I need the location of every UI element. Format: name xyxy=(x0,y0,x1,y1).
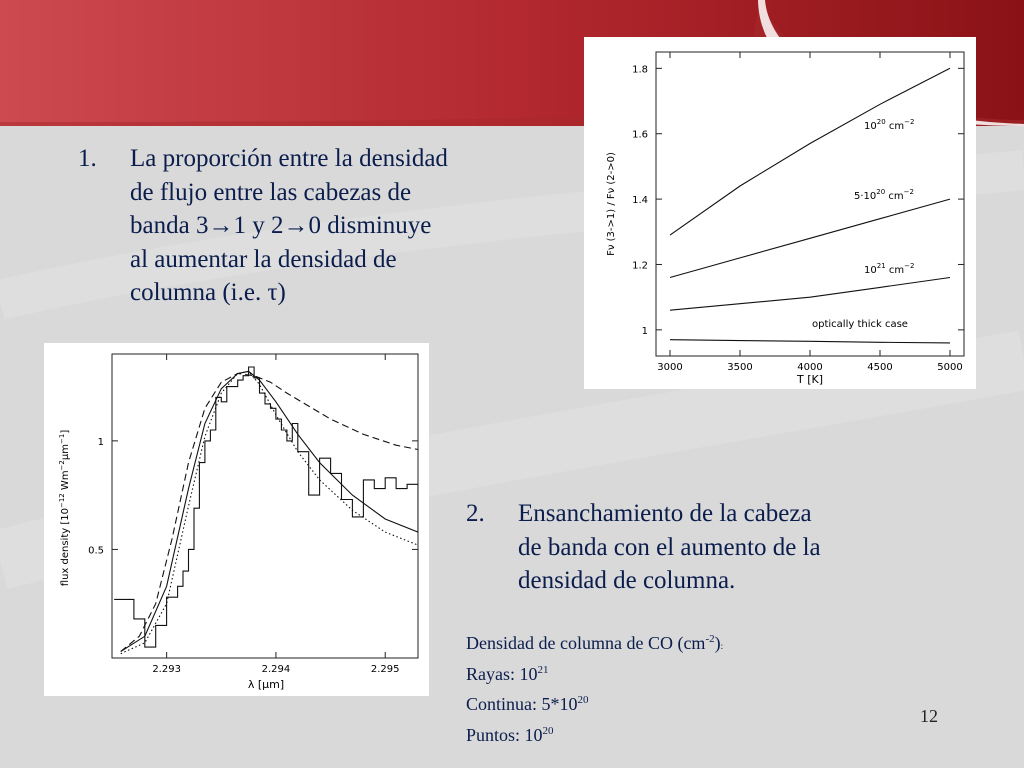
x-tick-label: 2.294 xyxy=(261,664,291,675)
legend-line-title: Densidad de columna de CO $(cm^{-2})$: xyxy=(466,633,724,653)
ratio-chart-panel xyxy=(584,37,976,389)
series-line-3 xyxy=(670,278,950,311)
series-line-4 xyxy=(670,340,950,343)
ratio-chart-x-label: T [K] xyxy=(796,373,824,386)
spectrum-chart-y-label: flux density [$10^{-12}$ $Wm^{-2}\mu m^{-1}$] xyxy=(58,429,71,587)
x-tick-label: 2.293 xyxy=(152,664,181,675)
x-tick-label: 4500 xyxy=(867,362,893,373)
series-line-1 xyxy=(670,68,950,235)
series-solid xyxy=(121,371,418,651)
legend-line-dotted: Puntos: $10^{20}$ xyxy=(466,724,554,745)
series-observed xyxy=(114,367,418,647)
y-tick-label: 1.4 xyxy=(632,195,648,207)
x-tick-label: 5000 xyxy=(937,362,963,373)
spectrum-chart xyxy=(44,343,429,696)
legend-line-solid: Continua: $5*10^{20}$ xyxy=(466,694,589,714)
series-dashed xyxy=(121,374,418,652)
ratio-chart-label-3: $10^{21}$ $cm^{-2}$ xyxy=(864,262,915,276)
legend-line-dashed: Rayas: $10^{21}$ xyxy=(466,663,549,684)
item1-line: columna (i.e. τ) xyxy=(130,279,286,306)
y-tick-label: 1.2 xyxy=(632,260,648,272)
item2-line: densidad de columna. xyxy=(518,567,736,594)
x-tick-label: 4000 xyxy=(797,362,823,373)
x-tick-label: 3500 xyxy=(727,362,753,373)
y-tick-label: 1.8 xyxy=(632,64,648,76)
spectrum-chart-x-label: λ [μm] xyxy=(247,678,285,691)
y-tick-label: 1.6 xyxy=(632,129,648,141)
item1-line: La proporción entre la densidad xyxy=(130,145,448,172)
x-tick-label: 3000 xyxy=(657,362,683,373)
y-tick-label: 1 xyxy=(97,436,104,448)
ratio-chart-frame xyxy=(656,52,964,356)
bullet-number-2: 2. xyxy=(466,500,485,527)
ratio-chart-series xyxy=(670,68,950,343)
spectrum-chart-y-ticks xyxy=(88,437,418,557)
ratio-chart-label-4: optically thick case xyxy=(812,319,908,330)
item1-line: al aumentar la densidad de xyxy=(130,245,397,273)
series-dotted xyxy=(121,371,418,653)
x-tick-label: 2.295 xyxy=(370,664,400,675)
item2-line: de banda con el aumento de la xyxy=(518,533,821,561)
y-tick-label: 1 xyxy=(641,325,648,337)
item2-line: Ensanchamiento de la cabeza xyxy=(518,500,812,527)
ratio-chart-y-ticks xyxy=(632,64,964,337)
page-number: 12 xyxy=(920,706,938,726)
ratio-chart-y-label: Fν (3->1) / Fν (2->0) xyxy=(606,152,617,256)
ratio-chart-label-1: $10^{20}$ $cm^{-2}$ xyxy=(864,118,915,132)
item1-line: de flujo entre las cabezas de xyxy=(130,178,412,206)
spectrum-chart-panel xyxy=(44,343,429,696)
spectrum-chart-series xyxy=(114,367,418,654)
ratio-chart-label-2: $5\cdot 10^{20}$ $cm^{-2}$ xyxy=(854,188,914,202)
y-tick-label: 0.5 xyxy=(88,545,104,557)
bullet-number-1: 1. xyxy=(78,145,97,172)
ratio-chart xyxy=(584,37,976,389)
item1-line: banda 3→1 y 2→0 disminuye xyxy=(130,212,432,239)
column-density-legend xyxy=(466,624,723,746)
